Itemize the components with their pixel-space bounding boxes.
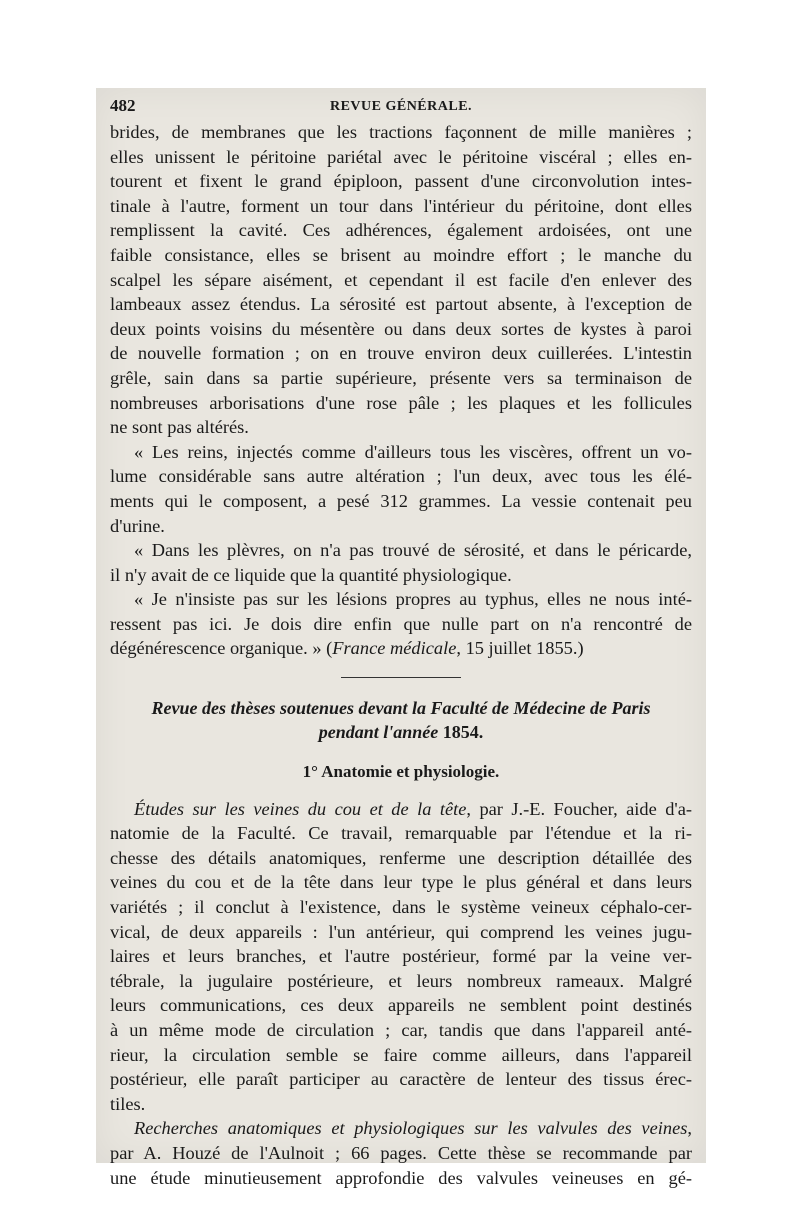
text-line: ressent pas ici. Je dois dire enfin que nulle part on n'a rencontré de [110,613,692,634]
text-line: veines du cou et de la tête dans leur type le plus général et dans leurs [110,872,692,893]
section-divider [341,677,461,678]
text-line: chesse des détails anatomiques, renferme une description détaillée des [110,847,692,868]
section-title: 1° Anatomie et physiologie. [302,762,500,782]
text-line: d'urine. [110,515,165,536]
book-page [96,88,706,1188]
text-line: leurs communications, ces deux appareils ne semblent point destinés [110,995,692,1016]
text-line-citation [110,636,692,661]
text-line: scalpel les sépare aisément, et cependant il est facile d'en enlever des [110,269,692,290]
running-header [110,94,692,118]
text-line [110,797,692,822]
text-line: vical, de deux appareils : l'un antérieur, qui comprend les veines jugu- [110,921,692,942]
text-line: « Dans les plèvres, on n'a pas trouvé de sérosité, et dans le péricarde, [134,540,692,561]
text-line: « Je n'insiste pas sur les lésions propres au typhus, elles ne nous inté- [134,589,692,610]
text-line: tinale à l'autre, forment un tour dans l'intérieur du péritoine, dont elles [110,195,692,216]
text-line: deux points voisins du mésentère ou dans deux sortes de kystes à paroi [110,318,692,339]
page-number: 482 [110,96,136,115]
text-line: rieur, la circulation semble se faire comme ailleurs, dans l'appareil [110,1044,692,1065]
text-line: grêle, sain dans sa partie supérieure, présente vers sa terminaison de [110,367,692,388]
thesis-author: , par J.-E. Foucher, aide d'a- [466,798,692,819]
text-line: il n'y avait de ce liquide que la quantité physiologique. [110,564,512,585]
paragraph-houze [110,1116,692,1190]
citation-date: , 15 juillet 1855.) [456,638,584,659]
text-line: lambeaux assez étendus. La sérosité est partout absente, à l'exception de [110,294,692,315]
text-line: lume considérable sans autre altération ; l'un deux, avec tous les élé- [110,466,692,487]
running-title: REVUE GÉNÉRALE. [329,99,473,114]
text-line: une étude minutieusement approfondie des valvules veineuses en gé- [110,1167,692,1188]
review-title [110,696,692,744]
text-line: tébrale, la jugulaire postérieure, et leurs nombreux rameaux. Malgré [110,970,692,991]
text-line: ne sont pas altérés. [110,417,249,438]
text-line: par A. Houzé de l'Aulnoit ; 66 pages. Cette thèse se recommande par [110,1142,692,1163]
review-title-line2: pendant l'année [318,722,443,743]
text-line [110,1116,692,1141]
text-line: faible consistance, elles se brisent au moindre effort ; le manche du [110,244,692,265]
citation-lead: dégénérescence organique. » ( [110,638,333,659]
thesis-punct: , [687,1118,692,1139]
paragraph-pleura [110,538,692,587]
review-title-year: 1854. [442,722,484,743]
text-line: tiles. [110,1093,146,1114]
text-line: remplissent la cavité. Ces adhérences, également ardoisées, ont une [110,220,692,241]
page-content [110,94,692,1190]
text-line: variétés ; il conclut à l'existence, dans le système veineux céphalo-cer- [110,897,692,918]
text-line: natomie de la Faculté. Ce travail, remarquable par l'étendue et la ri- [110,823,692,844]
paragraph-kidneys [110,440,692,538]
citation-source: France médicale [332,638,457,659]
paragraph-adhesions [110,120,692,440]
paragraph-foucher [110,797,692,1117]
paragraph-typhus [110,587,692,661]
text-line: de nouvelle formation ; on en trouve environ deux cuillerées. L'intestin [110,343,692,364]
text-line: à un même mode de circulation ; car, tandis que dans l'appareil anté- [110,1020,692,1040]
thesis-title: Études sur les veines du cou et de la tête [134,798,467,819]
text-line: tourent et fixent le grand épiploon, passent d'une circonvolution intes- [110,171,692,192]
text-line: « Les reins, injectés comme d'ailleurs tous les viscères, offrent un vo- [134,441,692,462]
text-line: brides, de membranes que les tractions façonnent de mille manières ; [110,122,692,142]
thesis-title: Recherches anatomiques et physiologiques sur les valvules des veines [134,1118,688,1139]
text-line: laires et leurs branches, et l'autre postérieur, formé par la veine ver- [110,946,692,967]
text-line: elles unissent le péritoine pariétal avec le péritoine viscéral ; elles en- [110,146,692,167]
text-line: nombreuses arborisations d'une rose pâle ; les plaques et les follicules [110,392,692,413]
review-title-line1: Revue des thèses soutenues devant la Faculté de Médecine de Paris [151,698,651,719]
text-line: postérieur, elle paraît participer au caractère de lenteur des tissus érec- [110,1069,692,1090]
text-line: ments qui le composent, a pesé 312 grammes. La vessie contenait peu [110,490,692,511]
